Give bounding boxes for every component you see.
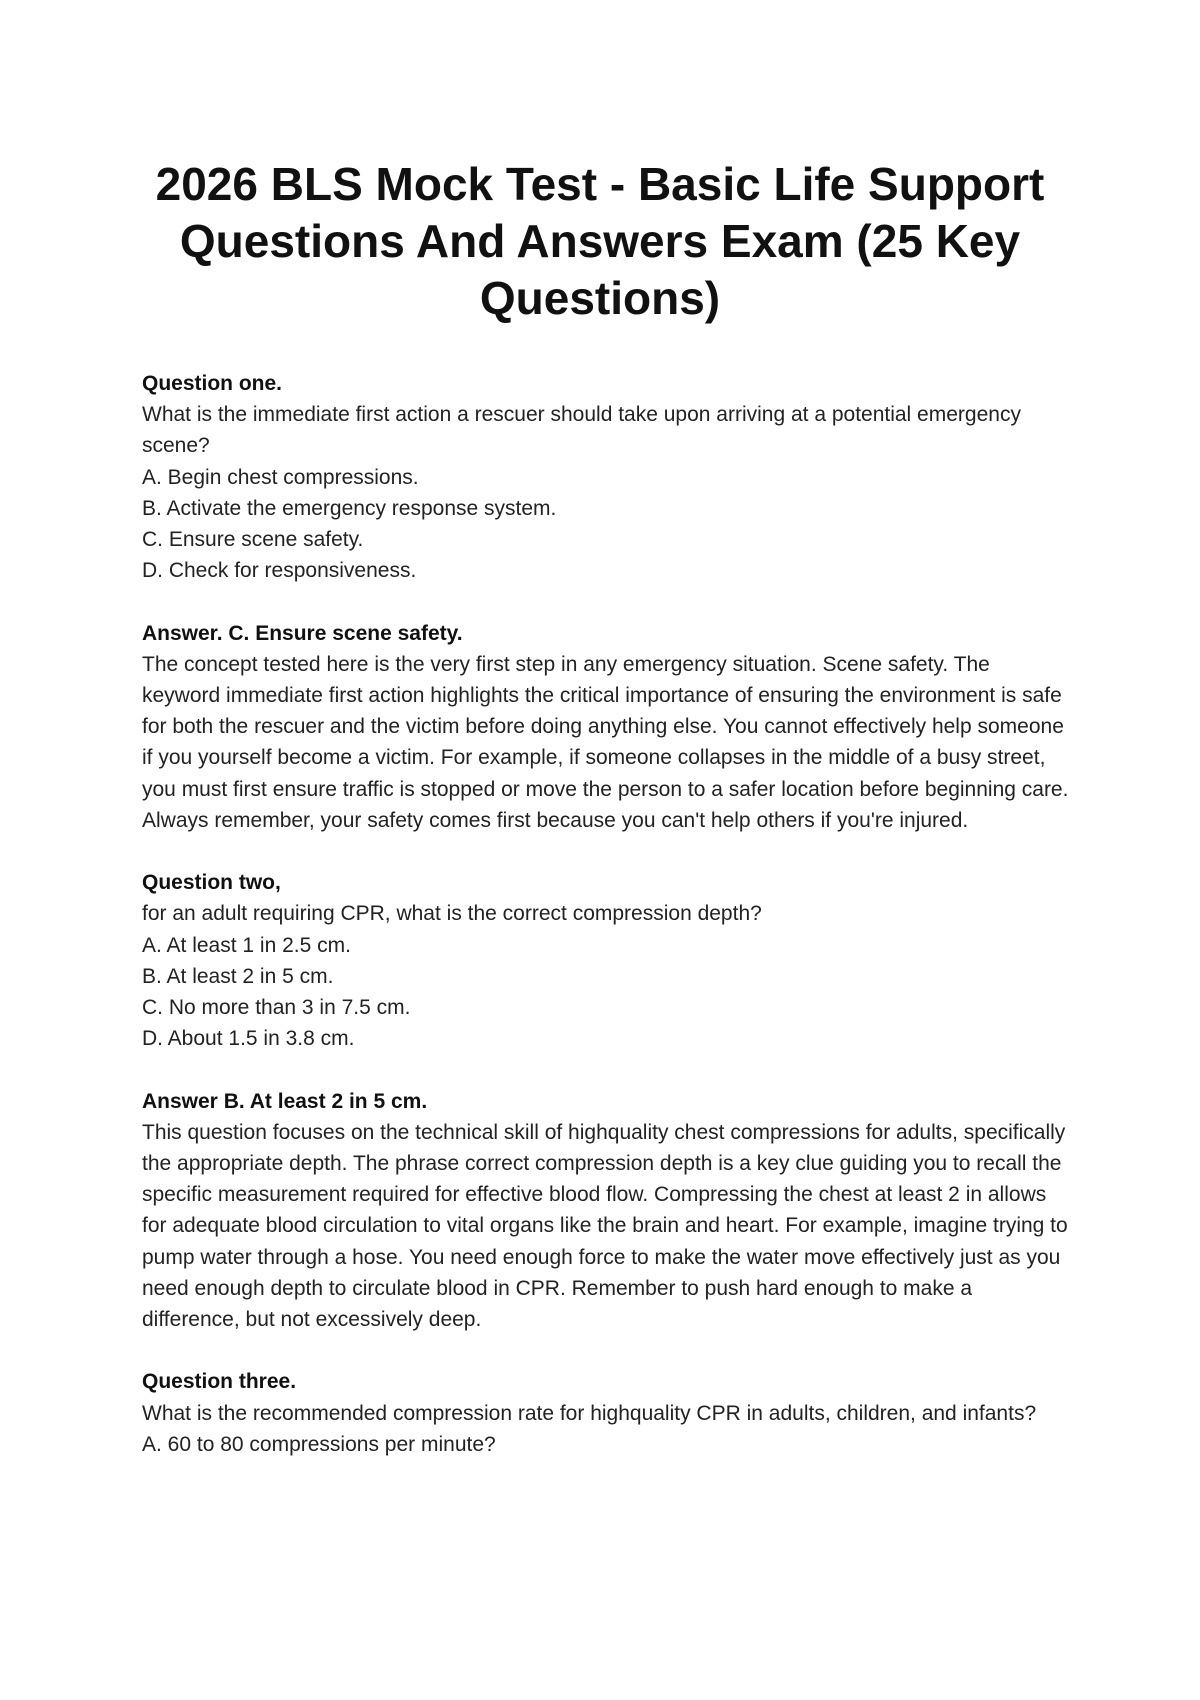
question-one [142, 368, 1072, 586]
question-one-option-a: A. Begin chest compressions. [142, 465, 419, 489]
question-two-text: for an adult requiring CPR, what is the correct compression depth? [142, 902, 762, 926]
page-title: 2026 BLS Mock Test - Basic Life Support Questions And Answers Exam (25 Key Questions) [155, 158, 1045, 324]
answer-two-explanation: This question focuses on the technical skill of highquality chest compressions for adults, specifically the appropriate depth. The phrase correct compression depth is a key clue guiding you to recall the specific measurement required for effective blood flow. Compressing the chest at least 2 in allows for adequate blood circulation to vital organs like the brain and heart. For example, imagine trying to pump water through a hose. You need enough force to make the water move effectively just as you need enough depth to circulate blood in CPR. Remember to push hard enough to make a difference, but not excessively deep. [142, 1120, 1068, 1332]
question-two-option-d: D. About 1.5 in 3.8 cm. [142, 1027, 355, 1051]
question-one-text: What is the immediate first action a rescuer should take upon arriving at a potential emergency scene? [142, 403, 1021, 458]
question-two-heading: Question two, [142, 871, 281, 895]
question-one-option-d: D. Check for responsiveness. [142, 559, 417, 583]
question-one-heading: Question one. [142, 372, 283, 395]
question-one-option-b: B. Activate the emergency response system. [142, 496, 557, 520]
answer-one-heading: Answer. C. Ensure scene safety. [142, 621, 463, 645]
document-body [142, 368, 1072, 1491]
question-three-option-a: A. 60 to 80 compressions per minute? [142, 1432, 496, 1456]
question-three [142, 1366, 1072, 1460]
question-two-option-c: C. No more than 3 in 7.5 cm. [142, 996, 411, 1020]
answer-one-explanation: The concept tested here is the very first step in any emergency situation. Scene safety. The keyword immediate first action highlights the critical importance of ensuring the environment is safe for both the rescuer and the victim before doing anything else. You cannot effectively help someone if you yourself become a victim. For example, if someone collapses in the middle of a busy street, you must first ensure traffic is stopped or move the person to a safer location before beginning care. Always remember, your safety comes first because you can't help others if you're injured. [142, 652, 1069, 832]
question-three-heading: Question three. [142, 1370, 297, 1394]
question-two-option-b: B. At least 2 in 5 cm. [142, 964, 334, 988]
question-one-option-c: C. Ensure scene safety. [142, 528, 364, 552]
answer-two [142, 1086, 1072, 1336]
answer-two-heading: Answer B. At least 2 in 5 cm. [142, 1089, 428, 1113]
answer-one [142, 618, 1072, 836]
question-two [142, 867, 1072, 1054]
question-two-option-a: A. At least 1 in 2.5 cm. [142, 933, 351, 957]
question-three-text: What is the recommended compression rate for highquality CPR in adults, children, and infants? [142, 1401, 1037, 1425]
